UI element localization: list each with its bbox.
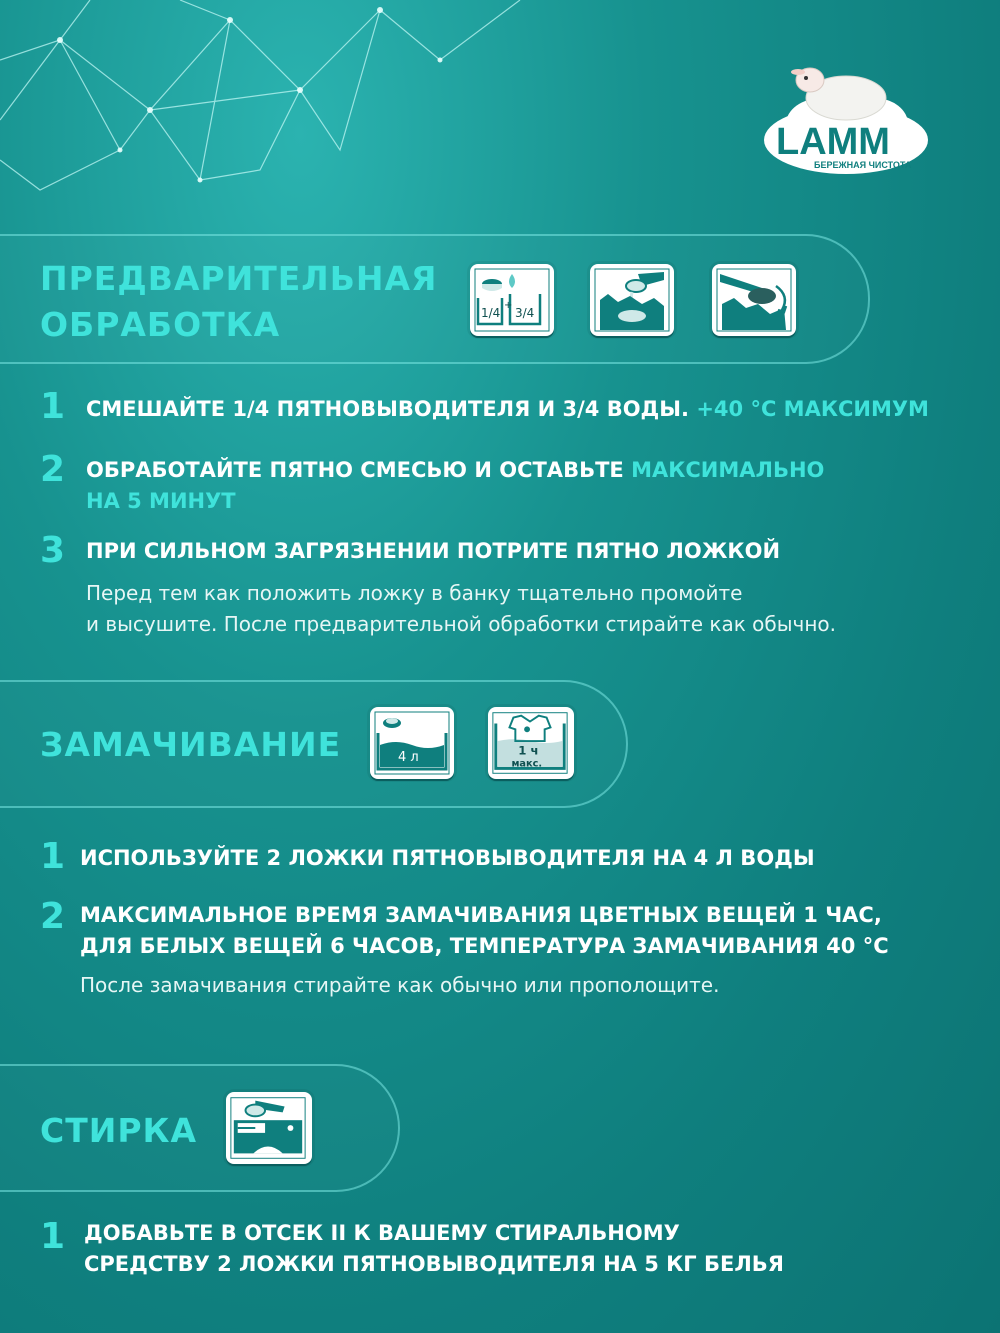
soaking-step-1-text: ИСПОЛЬЗУЙТЕ 2 ЛОЖКИ ПЯТНОВЫВОДИТЕЛЯ НА 4 Л ВОДЫ	[80, 846, 815, 870]
svg-text:макс.: макс.	[511, 758, 543, 770]
brand-logo	[762, 58, 930, 176]
lamm-logo-icon	[762, 58, 930, 176]
svg-text:1 ч: 1 ч	[518, 743, 539, 758]
soaking-step-2-text: МАКСИМАЛЬНОЕ ВРЕМЯ ЗАМАЧИВАНИЯ ЦВЕТНЫХ ВЕЩЕЙ 1 ЧАС, ДЛЯ БЕЛЫХ ВЕЩЕЙ 6 ЧАСОВ, ТЕМПЕРАТУРА ЗАМАЧИВАНИЯ 40 °С	[80, 903, 889, 958]
pretreatment-step-1-text: СМЕШАЙТЕ 1/4 ПЯТНОВЫВОДИТЕЛЯ И 3/4 ВОДЫ. +40 °С МАКСИМУМ	[86, 397, 929, 421]
pretreatment-note: Перед тем как положить ложку в банку тщательно промойте и высушите. После предварительной обработки стирайте как обычно.	[86, 581, 836, 636]
pour-on-stain-icon	[590, 264, 674, 336]
svg-text:БЕРЕЖНАЯ ЧИСТОТА: БЕРЕЖНАЯ ЧИСТОТА	[814, 160, 912, 170]
svg-text:4 л: 4 л	[398, 750, 419, 765]
rub-with-spoon-icon	[712, 264, 796, 336]
pretreatment-step-1-number: 1	[40, 386, 66, 427]
mix-ratio-icon	[470, 264, 554, 336]
soaking-title: ЗАМАЧИВАНИЕ	[40, 725, 342, 764]
svg-text:+: +	[504, 300, 513, 311]
pretreatment-title: ПРЕДВАРИТЕЛЬНАЯ ОБРАБОТКА	[40, 259, 438, 344]
svg-text:1/4: 1/4	[481, 306, 501, 320]
pretreatment-step-3-text: ПРИ СИЛЬНОМ ЗАГРЯЗНЕНИИ ПОТРИТЕ ПЯТНО ЛОЖКОЙ	[86, 539, 781, 563]
washing-title: СТИРКА	[40, 1111, 198, 1150]
washing-step-1-number: 1	[40, 1216, 66, 1257]
soaking-step-2-number: 2	[40, 896, 66, 937]
washing-machine-icon	[226, 1092, 312, 1164]
basin-4l-icon	[370, 707, 454, 779]
soaking-note: После замачивания стирайте как обычно или прополощите.	[80, 973, 720, 997]
svg-text:LAMM: LAMM	[776, 121, 890, 163]
washing-step-1-text: ДОБАВЬТЕ В ОТСЕК II К ВАШЕМУ СТИРАЛЬНОМУ СРЕДСТВУ 2 ЛОЖКИ ПЯТНОВЫВОДИТЕЛЯ НА 5 КГ БЕЛЬЯ	[84, 1221, 784, 1276]
soaking-step-1-number: 1	[40, 836, 66, 877]
soak-1h-icon	[488, 707, 574, 779]
pretreatment-step-2-number: 2	[40, 449, 66, 490]
svg-text:3/4: 3/4	[515, 306, 535, 320]
pretreatment-step-3-number: 3	[40, 530, 66, 571]
pretreatment-step-2-text: ОБРАБОТАЙТЕ ПЯТНО СМЕСЬЮ И ОСТАВЬТЕ МАКСИМАЛЬНО НА 5 МИНУТ	[86, 458, 825, 513]
